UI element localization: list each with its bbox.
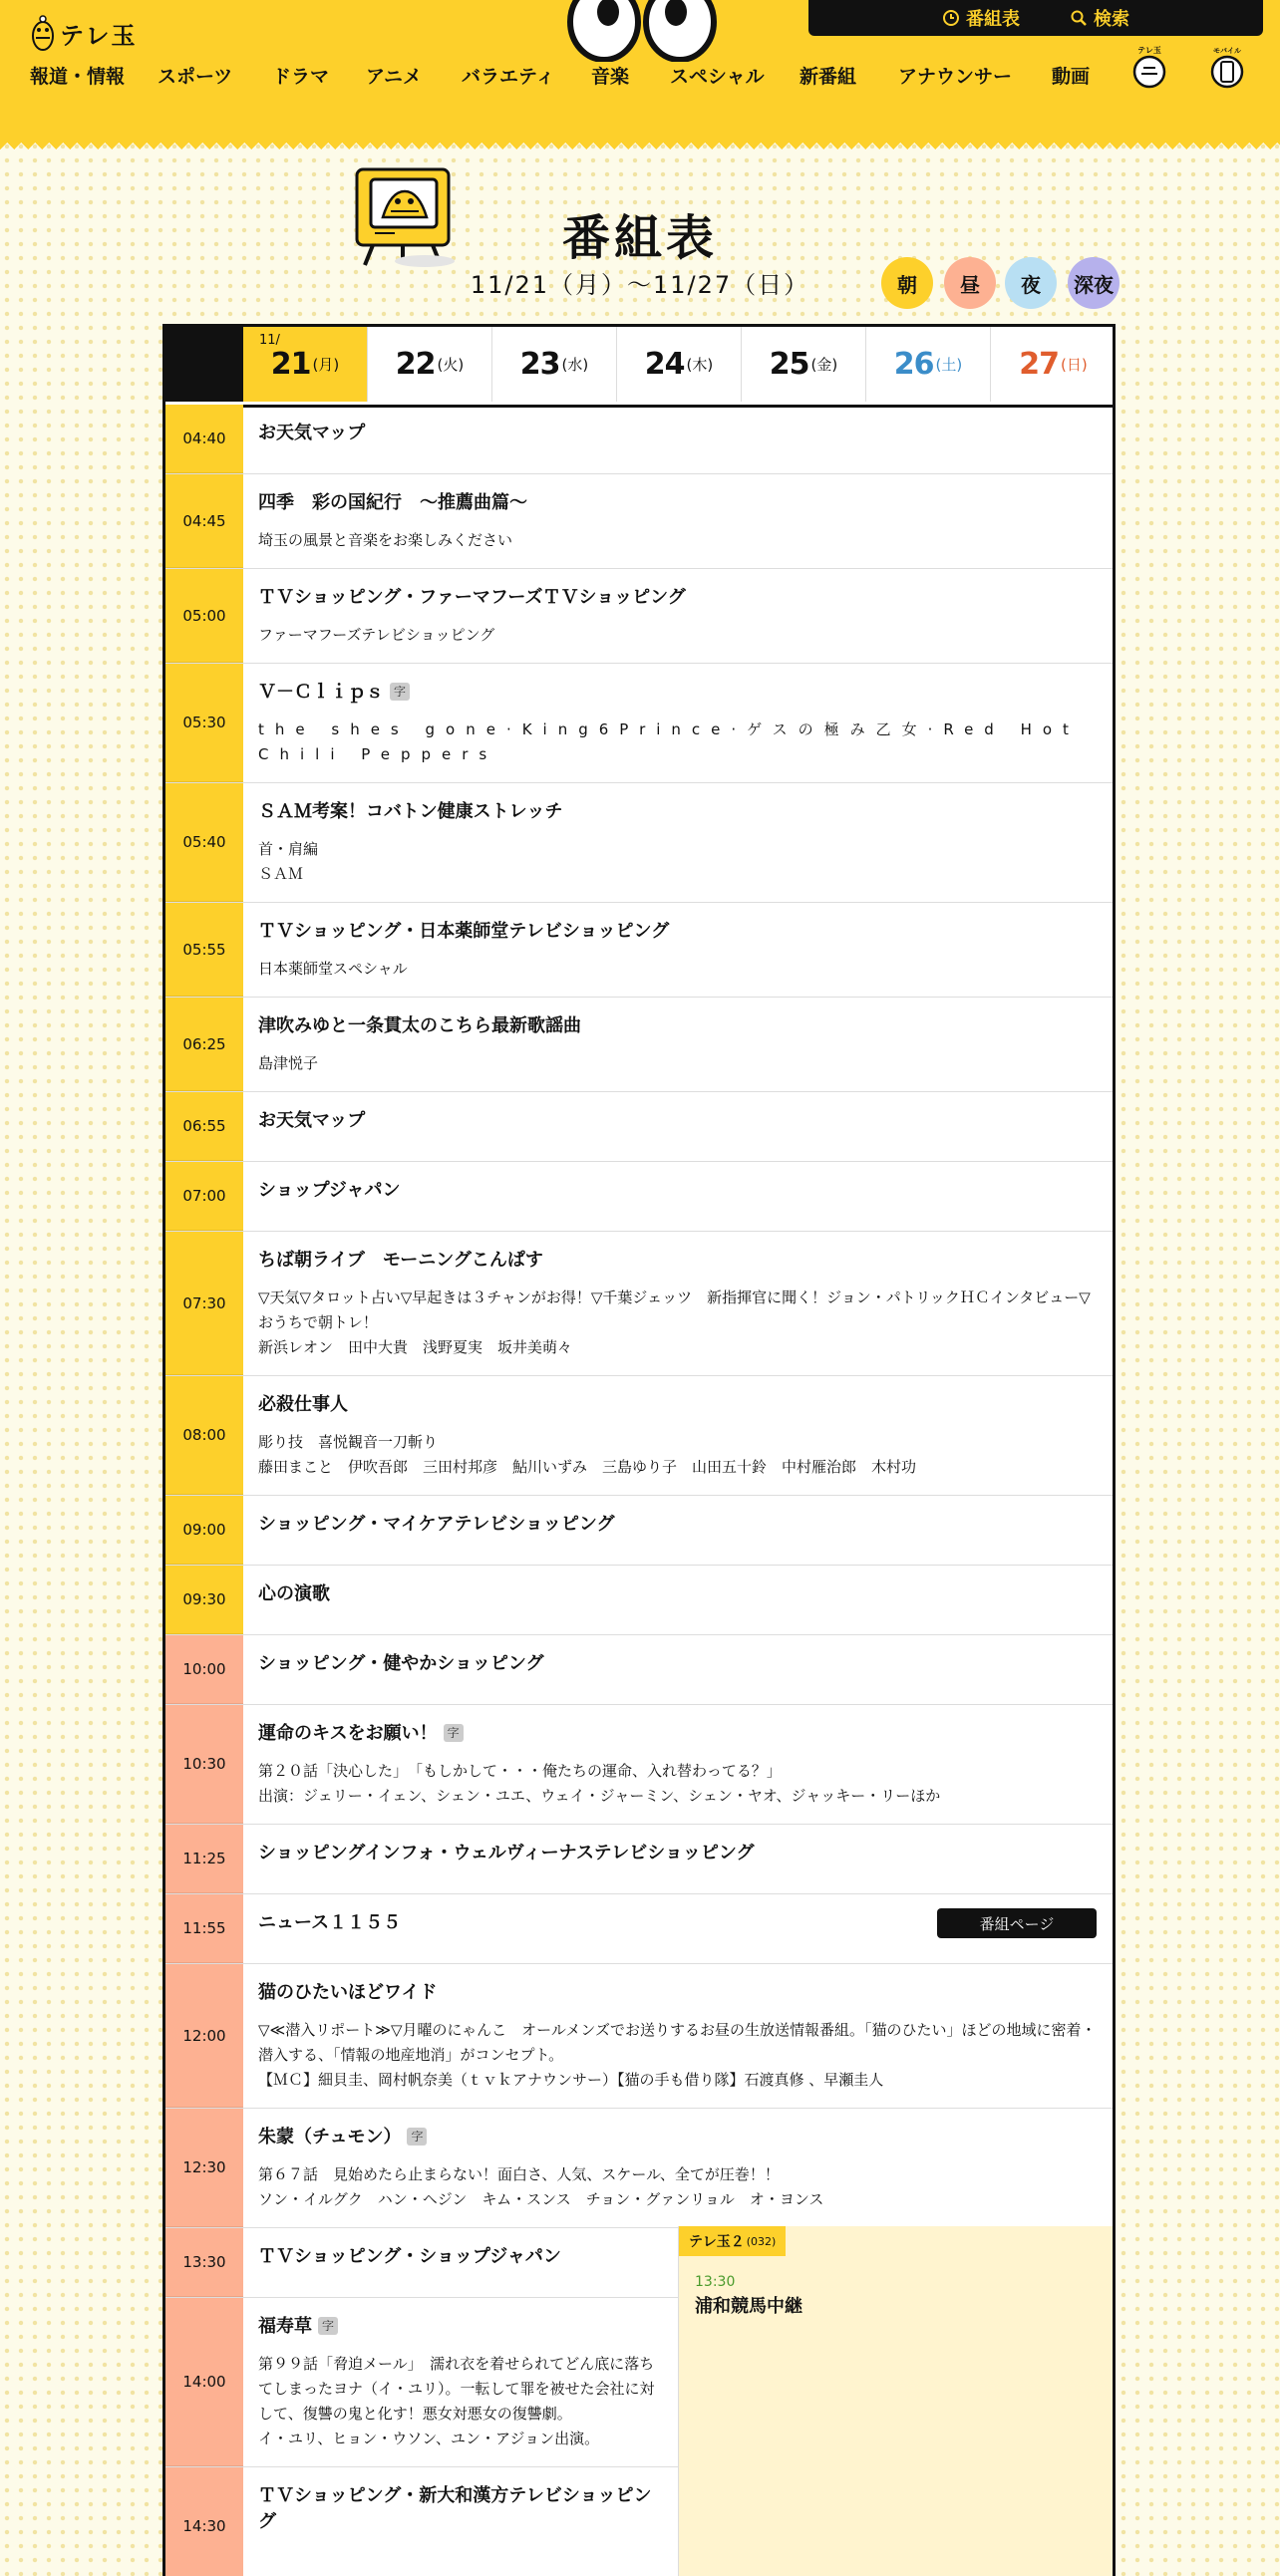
time-of-day-noon-button[interactable]: 昼: [944, 257, 996, 309]
program-time: 08:00: [165, 1376, 243, 1495]
day-month: 11/: [259, 333, 280, 348]
program-row[interactable]: [165, 1894, 1113, 1964]
program-time: 05:40: [165, 783, 243, 902]
nav-music[interactable]: 音楽: [591, 66, 630, 88]
program-description: the shes gone·King6Prince·ゲスの極み乙女·Red Hot Chili Peppers: [258, 720, 1080, 763]
search-link-label: 検索: [1094, 9, 1129, 30]
day-weekday: (火): [437, 356, 465, 374]
program-title: ニュース１１５５: [258, 1912, 402, 1933]
program-time: 13:30: [165, 2228, 243, 2297]
site-header: [0, 0, 1280, 138]
schedule-link[interactable]: [942, 5, 1020, 31]
program-row[interactable]: [165, 1496, 1113, 1566]
program-time: 10:00: [165, 1635, 243, 1704]
program-title: ＴＶショッピング・ファーマフーズＴＶショッピング: [258, 587, 686, 608]
program-title: 心の演歌: [258, 1583, 330, 1604]
nav-drama[interactable]: ドラマ: [272, 66, 330, 88]
day-number: 26: [893, 347, 934, 382]
day-weekday: (日): [1061, 356, 1088, 374]
day-tab-22[interactable]: [368, 327, 492, 402]
program-description: 島津悦子: [258, 1054, 319, 1072]
day-number: 21: [270, 347, 311, 382]
teletama-badge-icon[interactable]: [1126, 44, 1172, 90]
mobile-badge-icon[interactable]: [1204, 44, 1250, 90]
day-weekday: (土): [935, 356, 963, 374]
program-row[interactable]: [165, 664, 1113, 783]
program-time: 10:30: [165, 1705, 243, 1824]
program-title: 福寿草: [258, 2316, 312, 2337]
date-range: 11/21（月）〜11/27（日）: [470, 271, 810, 299]
nav-news[interactable]: 報道・情報: [30, 66, 126, 88]
program-description: 日本薬師堂スペシャル: [258, 960, 408, 978]
program-time: 05:55: [165, 903, 243, 997]
subchannel-time: 13:30: [695, 2274, 736, 2290]
time-of-day-morning-button[interactable]: 朝: [881, 257, 933, 309]
day-weekday: (水): [561, 356, 589, 374]
day-number: 22: [395, 347, 436, 382]
program-description: 第６７話 見始めたら止まらない！面白さ、人気、スケール、全てが圧巻！！ ソン・イルグク ハン・ヘジン キム・スンス チョン・グァンリョル オ・ヨンス: [258, 2165, 824, 2208]
nav-announcer[interactable]: アナウンサー: [898, 66, 1013, 88]
program-row[interactable]: [165, 1635, 1113, 1705]
day-tab-21[interactable]: [243, 327, 368, 402]
day-weekday: (金): [810, 356, 838, 374]
program-title: 津吹みゆと一条貫太のこちら最新歌謡曲: [258, 1015, 581, 1036]
program-time: 04:45: [165, 474, 243, 568]
search-icon: [1070, 9, 1088, 27]
header-zigzag-edge: [0, 136, 1280, 149]
program-row[interactable]: [165, 2228, 678, 2298]
program-description: 埼玉の風景と音楽をお楽しみください: [258, 531, 513, 549]
program-description: ファーマフーズテレビショッピング: [258, 626, 495, 644]
day-tab-24[interactable]: [617, 327, 742, 402]
day-header-row: [165, 327, 1116, 408]
program-time: 11:55: [165, 1894, 243, 1963]
day-number: 24: [644, 347, 685, 382]
program-time: 06:55: [165, 1092, 243, 1161]
site-logo[interactable]: [30, 14, 138, 52]
program-time: 09:30: [165, 1566, 243, 1634]
program-row[interactable]: [165, 998, 1113, 1092]
program-title: ショッピングインフォ・ウェルヴィーナステレビショッピング: [258, 1843, 755, 1863]
program-time: 11:25: [165, 1825, 243, 1893]
program-title: ＳＡＭ考案！コバトン健康ストレッチ: [258, 801, 563, 822]
program-description: 第２０話「決心した」 「もしかして・・・俺たちの運命、入れ替わってる？」 出演：ジェリー・イェン、シェン・ユエ、ウェイ・ジャーミン、シェン・ヤオ、ジャッキー・リーほか: [258, 1762, 941, 1805]
program-row[interactable]: [165, 1092, 1113, 1162]
subtitle-badge: 字: [407, 2128, 427, 2146]
nav-special[interactable]: スペシャル: [670, 66, 765, 88]
program-title: 必殺仕事人: [258, 1394, 348, 1415]
program-description: ▽天気▽タロット占い▽早起きは３チャンがお得！▽千葉ジェッツ 新指揮官に聞く！ジョン・パトリックＨＣインタビュー▽おうちで朝トレ！ 新浜レオン 田中大貴 浅野夏実 坂井美萌々: [258, 1288, 1091, 1356]
program-row[interactable]: [165, 1232, 1113, 1376]
subchannel-number: (032): [746, 2234, 777, 2248]
time-of-day-night-button[interactable]: 夜: [1005, 257, 1057, 309]
program-time: 14:00: [165, 2298, 243, 2466]
top-utility-bar: [808, 0, 1263, 36]
nav-new-shows[interactable]: 新番組: [800, 66, 857, 88]
day-tab-23[interactable]: [492, 327, 617, 402]
day-tab-26[interactable]: [866, 327, 991, 402]
program-time: 09:00: [165, 1496, 243, 1565]
program-title: お天気マップ: [258, 1110, 366, 1131]
program-row[interactable]: [165, 2298, 678, 2467]
nav-sports[interactable]: スポーツ: [158, 66, 233, 88]
program-row[interactable]: [165, 2109, 1113, 2228]
program-row[interactable]: [165, 1964, 1113, 2109]
program-description: ▽≪潜入リポート≫▽月曜のにゃんこ オールメンズでお送りするお昼の生放送情報番組。「猫のひたい」ほどの地域に密着・潜入する、「情報の地産地消」がコンセプト。 【ＭＣ】細貝圭、岡村帆奈美（ｔｖｋアナウンサー）【猫の手も借り隊】石渡真修 、早瀬圭人: [258, 2021, 1097, 2089]
program-title: ＴＶショッピング・日本薬師堂テレビショッピング: [258, 921, 670, 942]
logo-text: テレ玉: [60, 21, 138, 50]
subtitle-badge: 字: [390, 683, 410, 701]
day-weekday: (木): [686, 356, 714, 374]
subchannel-tag: [679, 2226, 786, 2256]
svg-text:テレ玉: テレ玉: [1137, 46, 1161, 55]
subtitle-badge: 字: [444, 1724, 464, 1742]
day-number: 25: [769, 347, 809, 382]
subchannel-panel[interactable]: [678, 2226, 1114, 2576]
subchannel-name: テレ玉２: [689, 2234, 745, 2250]
program-title: 朱蒙（チュモン）: [258, 2127, 402, 2147]
program-title: お天気マップ: [258, 423, 366, 443]
day-number: 27: [1019, 347, 1060, 382]
program-title: Ｖ－Ｃｌｉｐｓ: [258, 682, 384, 703]
program-description: 彫り技 喜悦観音一刀斬り 藤田まこと 伊吹吾郎 三田村邦彦 鮎川いずみ 三島ゆり子 山田五十鈴 中村雁治郎 木村功: [258, 1433, 917, 1476]
time-of-day-late-night-button[interactable]: 深夜: [1068, 257, 1120, 309]
program-title: ショッピング・健やかショッピング: [258, 1653, 544, 1674]
subtitle-badge: 字: [318, 2317, 338, 2335]
grid-corner: [165, 327, 243, 402]
program-row[interactable]: [165, 1566, 1113, 1635]
subchannel-title: 浦和競馬中継: [695, 2296, 802, 2317]
mascot-logo-icon: [30, 14, 56, 52]
program-row[interactable]: [165, 1162, 1113, 1232]
program-row[interactable]: [165, 783, 1113, 903]
program-time: 05:00: [165, 569, 243, 663]
day-number: 23: [519, 347, 560, 382]
program-row[interactable]: [165, 1825, 1113, 1894]
day-tab-25[interactable]: [742, 327, 866, 402]
search-link[interactable]: [1070, 5, 1129, 31]
program-title: ショッピング・マイケアテレビショッピング: [258, 1514, 615, 1535]
program-time: 12:30: [165, 2109, 243, 2227]
program-row[interactable]: [165, 405, 1113, 474]
schedule-grid: [162, 324, 1116, 2576]
program-row[interactable]: [165, 2467, 678, 2576]
program-title: 運命のキスをお願い！: [258, 1723, 438, 1744]
program-title: 猫のひたいほどワイド: [258, 1982, 438, 2003]
mascot-eyes-icon: [566, 0, 718, 62]
program-time: 04:40: [165, 405, 243, 473]
program-page-button[interactable]: 番組ページ: [937, 1908, 1097, 1938]
program-title: 四季 彩の国紀行 ～推薦曲篇～: [258, 492, 527, 513]
program-title: ＴＶショッピング・新大和漢方テレビショッピング: [258, 2485, 652, 2532]
program-description: 第９９話「脅迫メール」 濡れ衣を着せられてどん底に落ちてしまったヨナ（イ・ユリ）。一転して罪を被せた会社に対して、復讐の鬼と化す！悪女対悪女の復讐劇。 イ・ユリ、ヒョン・ウソン、ユン・アジョン出演。: [258, 2355, 655, 2447]
program-time: 12:00: [165, 1964, 243, 2108]
day-weekday: (月): [312, 356, 340, 374]
program-title: ショップジャパン: [258, 1180, 401, 1201]
program-title: ＴＶショッピング・ショップジャパン: [258, 2246, 561, 2267]
program-time: 07:30: [165, 1232, 243, 1375]
program-row[interactable]: [165, 1376, 1113, 1496]
program-time: 05:30: [165, 664, 243, 782]
day-tab-27[interactable]: [991, 327, 1116, 402]
nav-anime[interactable]: アニメ: [366, 66, 423, 88]
program-description: 首・肩編 ＳＡＭ: [258, 840, 319, 883]
program-row[interactable]: [165, 474, 1113, 569]
program-time: 14:30: [165, 2467, 243, 2576]
nav-variety[interactable]: バラエティ: [462, 66, 555, 88]
program-time: 06:25: [165, 998, 243, 1091]
program-row[interactable]: [165, 1705, 1113, 1825]
program-time: 07:00: [165, 1162, 243, 1231]
schedule-link-label: 番組表: [966, 9, 1020, 30]
svg-text:モバイル: モバイル: [1213, 47, 1241, 55]
clock-icon: [942, 9, 960, 27]
page-title: 番組表: [561, 210, 718, 266]
program-row[interactable]: [165, 903, 1113, 998]
program-row[interactable]: [165, 569, 1113, 664]
nav-video[interactable]: 動画: [1052, 66, 1091, 88]
program-title: ちば朝ライブ モーニングこんぱす: [258, 1250, 543, 1271]
